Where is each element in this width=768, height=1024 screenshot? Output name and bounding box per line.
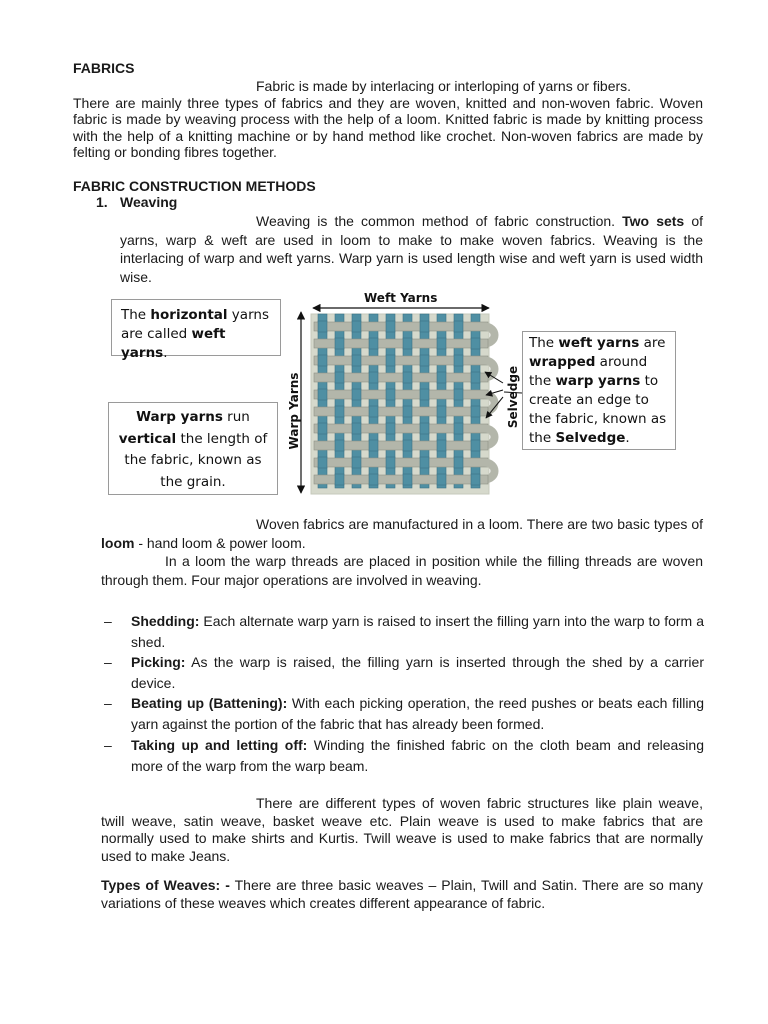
loom-paragraph: Woven fabrics are manufactured in a loom. There are two basic types of loom - hand loom & power loom. In a loom the warp threads are placed in position while the filling threads are woven through them. Four major operations are involved in weaving. xyxy=(101,516,703,588)
types-of-weaves-paragraph: Types of Weaves: - There are three basic weaves – Plain, Twill and Satin. There are so many variations of these weaves which creates different appearance of fabric. xyxy=(101,877,703,911)
selvedge-label: Selvedge xyxy=(506,365,520,429)
warp-crossing xyxy=(454,355,463,366)
weaving-first: Weaving is the common method of fabric construction. xyxy=(256,213,616,229)
warp-crossing xyxy=(454,389,463,400)
warp-crossing xyxy=(369,338,378,349)
warp-crossing xyxy=(386,389,395,400)
warp-crossing xyxy=(369,440,378,451)
warp-crossing xyxy=(471,440,480,451)
warp-crossing xyxy=(454,423,463,434)
warp-crossing xyxy=(318,423,327,434)
warp-crossing xyxy=(352,389,361,400)
warp-crossing xyxy=(403,440,412,451)
warp-crossing xyxy=(420,321,429,332)
warp-crossing xyxy=(369,474,378,485)
warp-crossing xyxy=(420,423,429,434)
warp-crossing xyxy=(386,355,395,366)
warp-crossing xyxy=(420,389,429,400)
warp-crossing xyxy=(403,406,412,417)
operation-item-beating-up: – Beating up (Battening): With each picking operation, the reed pushes or beats each filling yarn against the portion of the fabric that has already been formed. xyxy=(104,695,704,732)
warp-crossing xyxy=(318,355,327,366)
warp-crossing xyxy=(386,423,395,434)
subsection-title: Weaving xyxy=(120,194,178,210)
warp-crossing xyxy=(352,457,361,468)
warp-crossing xyxy=(318,457,327,468)
warp-crossing xyxy=(318,321,327,332)
warp-crossing xyxy=(369,406,378,417)
warp-crossing xyxy=(352,321,361,332)
warp-crossing xyxy=(437,338,446,349)
warp-crossing xyxy=(335,406,344,417)
warp-crossing xyxy=(318,389,327,400)
weaving-bold: Two sets xyxy=(622,213,685,229)
warp-crossing xyxy=(471,474,480,485)
operation-item-shedding: – Shedding: Each alternate warp yarn is raised to insert the filling yarn into the warp to form a shed. xyxy=(104,613,704,650)
warp-crossing xyxy=(420,457,429,468)
warp-yarns-label: Warp Yarns xyxy=(287,372,301,450)
warp-crossing xyxy=(369,372,378,383)
warp-crossing xyxy=(403,372,412,383)
intro-rest: There are mainly three types of fabrics and they are woven, knitted and non-woven fabric. Woven fabric is made by weaving process with the help of a loom. Knitted fabric is made by knitting process with the help of a knitting machine or by hand method like crochet. Non-woven fabrics are made by felting or bonding fibres together. xyxy=(73,94,703,160)
selvedge-callout-box: The weft yarns are wrapped around the warp yarns to create an edge to the fabric, known as the Selvedge. xyxy=(522,331,676,450)
weft-yarns-label: Weft Yarns xyxy=(364,291,438,305)
warp-crossing xyxy=(403,338,412,349)
weft-callout-box: The horizontal yarns are called weft yarns. xyxy=(111,299,281,356)
weaving-rest: of yarns, warp & weft are used in loom to make to make woven fabrics. Weaving is the interlacing of warp and weft yarns. Warp yarn is used length wise and weft yarn is used width wise. xyxy=(120,213,703,285)
types-of-weaves-label: Types of Weaves: - xyxy=(101,877,230,893)
subsection-number: 1. xyxy=(96,194,108,210)
section-heading: FABRIC CONSTRUCTION METHODS xyxy=(73,178,316,194)
warp-crossing xyxy=(454,321,463,332)
warp-crossing xyxy=(471,406,480,417)
loom-bold: loom xyxy=(101,534,135,551)
warp-crossing xyxy=(386,321,395,332)
warp-crossing xyxy=(335,338,344,349)
warp-crossing xyxy=(454,457,463,468)
intro-first-line: Fabric is made by interlacing or interloping of yarns or fibers. xyxy=(256,78,632,94)
warp-crossing xyxy=(420,355,429,366)
warp-crossing xyxy=(335,372,344,383)
warp-callout-box: Warp yarns run vertical the length of the fabric, known as the grain. xyxy=(108,402,278,495)
warp-crossing xyxy=(403,474,412,485)
operation-item-picking: – Picking: As the warp is raised, the filling yarn is inserted through the shed by a carrier device. xyxy=(104,654,704,691)
warp-crossing xyxy=(437,406,446,417)
warp-crossing xyxy=(352,355,361,366)
warp-crossing xyxy=(437,474,446,485)
warp-crossing xyxy=(471,338,480,349)
warp-crossing xyxy=(335,474,344,485)
warp-crossing xyxy=(386,457,395,468)
structures-paragraph: There are different types of woven fabric structures like plain weave, twill weave, satin weave, basket weave etc. Plain weave is used to make fabrics that are normally used to make shirts and Kurtis. Twill weave is used to make fabrics that are normally used to make Jeans. xyxy=(101,795,703,864)
warp-crossing xyxy=(471,372,480,383)
page-heading: FABRICS xyxy=(73,60,135,76)
warp-crossing xyxy=(437,440,446,451)
warp-crossing xyxy=(437,372,446,383)
operation-item-taking-up: – Taking up and letting off: Winding the finished fabric on the cloth beam and releasing more of the warp from the warp beam. xyxy=(104,737,704,774)
warp-crossing xyxy=(335,440,344,451)
warp-crossing xyxy=(352,423,361,434)
